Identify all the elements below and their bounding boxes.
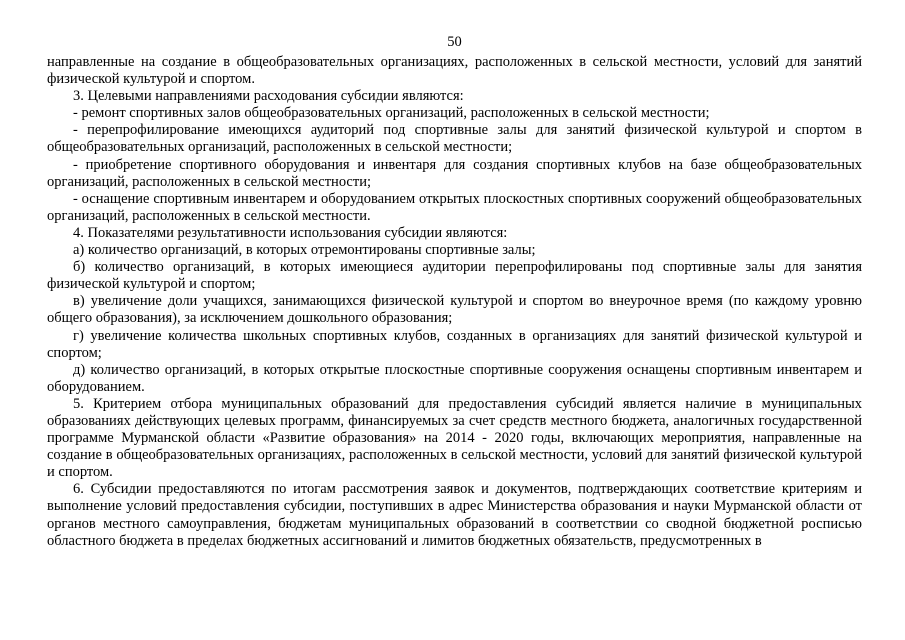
- paragraph: 4. Показателями результативности использования субсидии являются:: [73, 224, 508, 241]
- paragraph: - оснащение спортивным инвентарем и оборудованием открытых плоскостных спортивных сооружений общеобразовательных организаций, расположенных в сельской местности.: [47, 190, 862, 224]
- paragraph: б) количество организаций, в которых имеющиеся аудитории перепрофилированы под спортивные залы для занятия физической культурой и спортом;: [47, 259, 862, 293]
- paragraph: - ремонт спортивных залов общеобразовательных организаций, расположенных в сельской местности;: [73, 105, 710, 122]
- paragraph: 5. Критерием отбора муниципальных образований для предоставления субсидий является наличие в муниципальных образованиях действующих целевых программ, финансируемых за счет средств местного бюджета, аналогичных государственной программе Мурманской области «Развитие образования» на 2014 - 2020 годы, включающих мероприятия, направленные на создание в общеобразовательных организациях, расположенных в сельской местности, условий для занятий физической культурой и спортом.: [47, 395, 862, 481]
- paragraph: а) количество организаций, в которых отремонтированы спортивные залы;: [73, 242, 536, 259]
- document-page: [47, 32, 862, 550]
- paragraph: д) количество организаций, в которых открытые плоскостные спортивные сооружения оснащены спортивным инвентарем и оборудованием.: [47, 361, 862, 395]
- paragraph: г) увеличение количества школьных спортивных клубов, созданных в организациях для занятий физической культурой и спортом;: [47, 327, 862, 361]
- paragraph: направленные на создание в общеобразовательных организациях, расположенных в сельской местности, условий для занятий физической культурой и спортом.: [47, 54, 862, 88]
- paragraph: в) увеличение доли учащихся, занимающихся физической культурой и спортом во внеурочное время (по каждому уровню общего образования), за исключением дошкольного образования;: [47, 293, 862, 327]
- paragraph: 6. Субсидии предоставляются по итогам рассмотрения заявок и документов, подтверждающих соответствие критериям и выполнение условий предоставления субсидии, поступивших в адрес Министерства образования и науки Мурманской области от органов местного самоуправления, бюджетам муниципальных образований в соответствии со сводной бюджетной росписью областного бюджета в пределах бюджетных ассигнований и лимитов бюджетных обязательств, предусмотренных в: [47, 481, 862, 549]
- paragraph: 3. Целевыми направлениями расходования субсидии являются:: [73, 88, 464, 105]
- document-body: [47, 54, 862, 550]
- paragraph: - перепрофилирование имеющихся аудиторий под спортивные залы для занятий физической культурой и спортом в общеобразовательных организаций, расположенных в сельской местности;: [47, 122, 862, 156]
- page-number: 50: [447, 34, 462, 50]
- paragraph: - приобретение спортивного оборудования и инвентаря для создания спортивных клубов на базе общеобразовательных организаций, расположенных в сельской местности;: [47, 156, 862, 190]
